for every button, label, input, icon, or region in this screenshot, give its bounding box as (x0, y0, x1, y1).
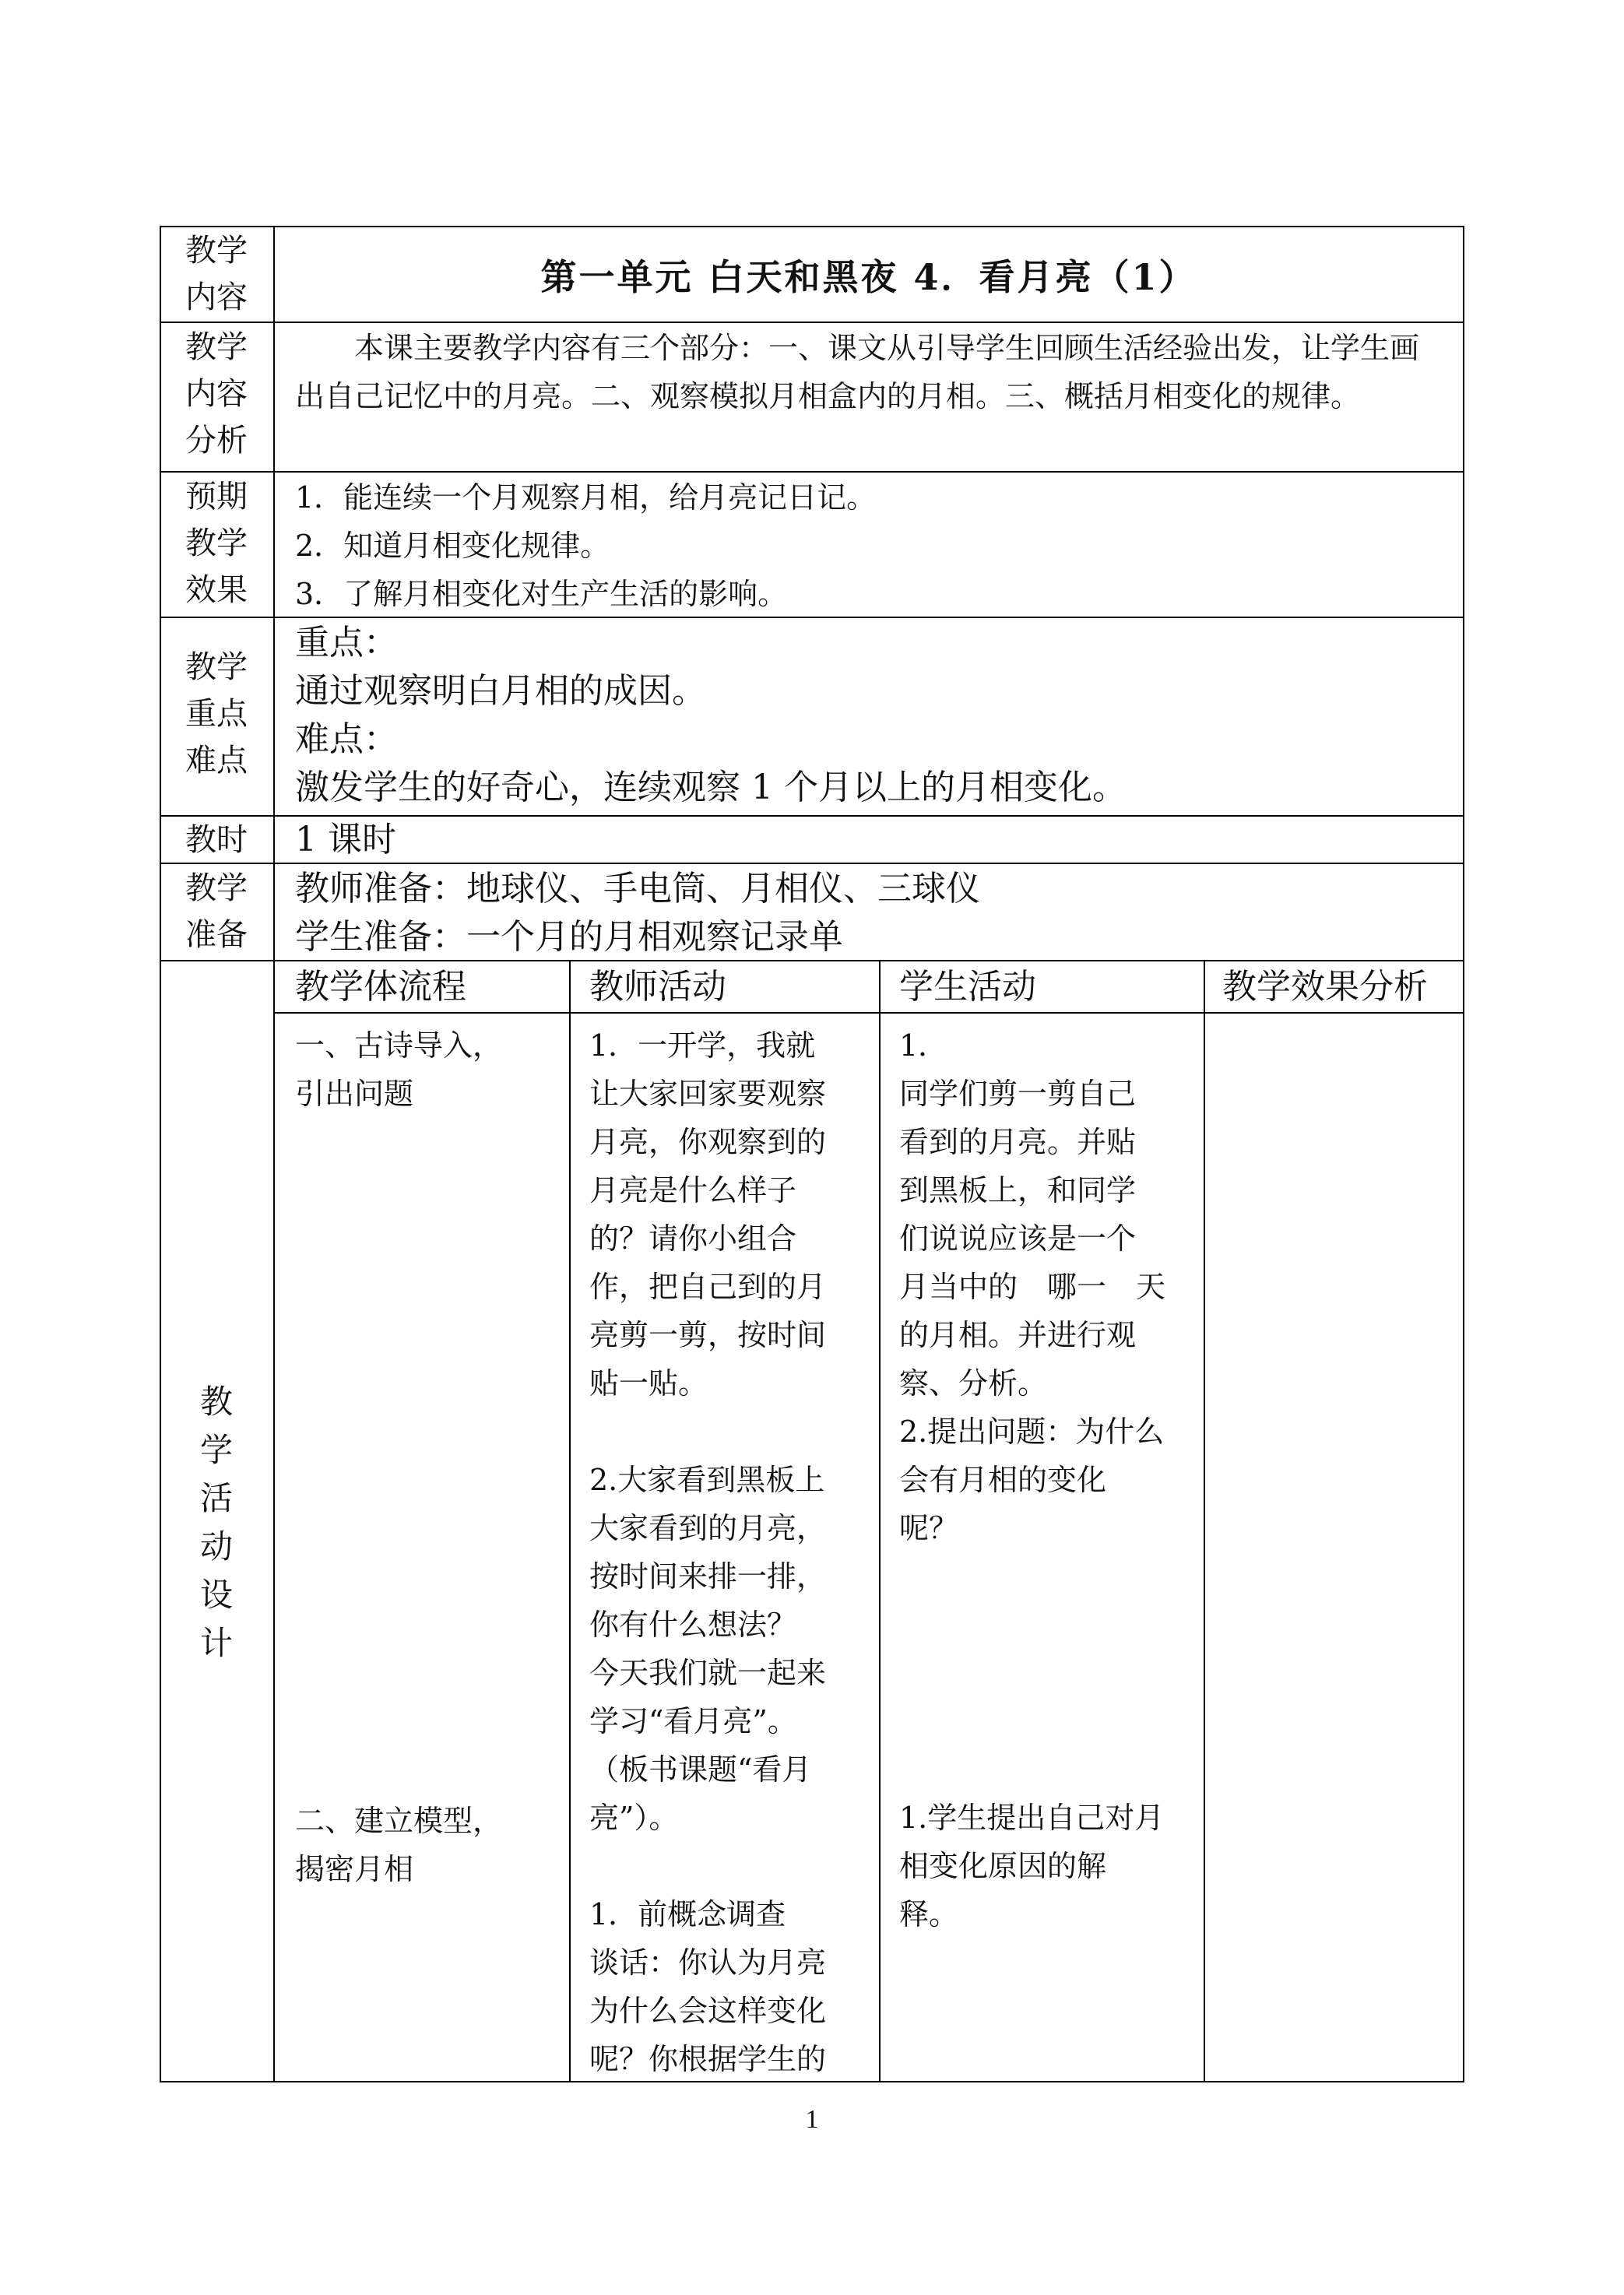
effect-item: 1．能连续一个月观察月相，给月亮记日记。 (295, 480, 877, 515)
lesson-title-cell (275, 227, 1463, 322)
time-value: 1 课时 (295, 820, 396, 859)
prep-teacher: 教师准备：地球仪、手电筒、月相仪、三球仪 (295, 869, 980, 909)
header-analysis: 教学效果分析 (1222, 967, 1428, 1007)
effect-label: 预期 教学 效果 (185, 479, 248, 608)
prep-student: 学生准备：一个月的月相观察记录单 (295, 917, 843, 957)
analysis-text-cell (275, 324, 1463, 471)
page-number: 1 (805, 2105, 819, 2134)
student-activity: 1． 同学们剪一剪自己 看到的月亮。并贴 到黑板上，和同学 们说说应该是一个 月当中的 哪一 天 的月相。并进行观 察、分析。 2.提出问题：为什么 会有月相的变化 呢？ 1.学生提出自己对月 相变化原因的解 释。 (899, 1028, 1166, 1931)
teacher-activity: 1．一开学，我就 让大家回家要观察 月亮，你观察到的 月亮是什么样子 的？请你小组合 作，把自己到的月 亮剪一剪，按时间 贴一贴。 2.大家看到黑板上 大家看到的月亮， 按时间来排一排， 你有什么想法？ 今天我们就一起来 学习“看月亮”。 （板书课题“看月 亮”）。 1．前概念调查 谈话：你认为月亮 为什么会这样变化 呢？你根据学生的 (589, 1028, 827, 2076)
row-divider (160, 322, 1464, 323)
key-points-cell (275, 619, 1463, 815)
key-label: 教学 重点 难点 (185, 649, 248, 778)
table-border-right (1463, 226, 1464, 2082)
effects-list (275, 473, 1463, 617)
row-divider (160, 815, 1464, 817)
activity-label: 教 学 活 动 设 计 (199, 1383, 233, 1662)
content-label: 教学 内容 (185, 233, 248, 315)
difficulty-heading: 难点： (295, 719, 398, 759)
header-student: 学生活动 (899, 967, 1036, 1007)
analysis-label: 教学 内容 分析 (185, 329, 248, 459)
effect-analysis-cell (1205, 1014, 1463, 2081)
header-flow: 教学体流程 (295, 967, 466, 1007)
effect-item: 3．了解月相变化对生产生活的影响。 (295, 577, 788, 611)
key-text: 通过观察明白月相的成因。 (295, 671, 706, 711)
row-divider (160, 863, 1464, 864)
difficulty-text: 激发学生的好奇心，连续观察 1 个月以上的月相变化。 (295, 768, 1127, 807)
effect-item: 2．知道月相变化规律。 (295, 529, 610, 563)
lesson-plan-table (160, 226, 1464, 2082)
header-teacher: 教师活动 (589, 967, 726, 1007)
key-heading: 重点： (295, 623, 398, 662)
flow-step-2: 二、建立模型， 揭密月相 (295, 1804, 503, 1886)
row-divider (160, 471, 1464, 473)
prep-label: 教学 准备 (185, 870, 248, 953)
prep-cell (275, 865, 1463, 960)
flow-step-1: 一、古诗导入， 引出问题 (295, 1028, 503, 1111)
time-value-cell (275, 817, 1463, 863)
time-label: 教时 (185, 822, 248, 858)
analysis-text: 本课主要教学内容有三个部分：一、课文从引导学生回顾生活经验出发，让学生画出自己记忆中的月亮。二、观察模拟月相盒内的月相。三、概括月相变化的规律。 (295, 331, 1420, 413)
lesson-title: 第一单元 白天和黑夜 4．看月亮（1） (540, 255, 1197, 298)
